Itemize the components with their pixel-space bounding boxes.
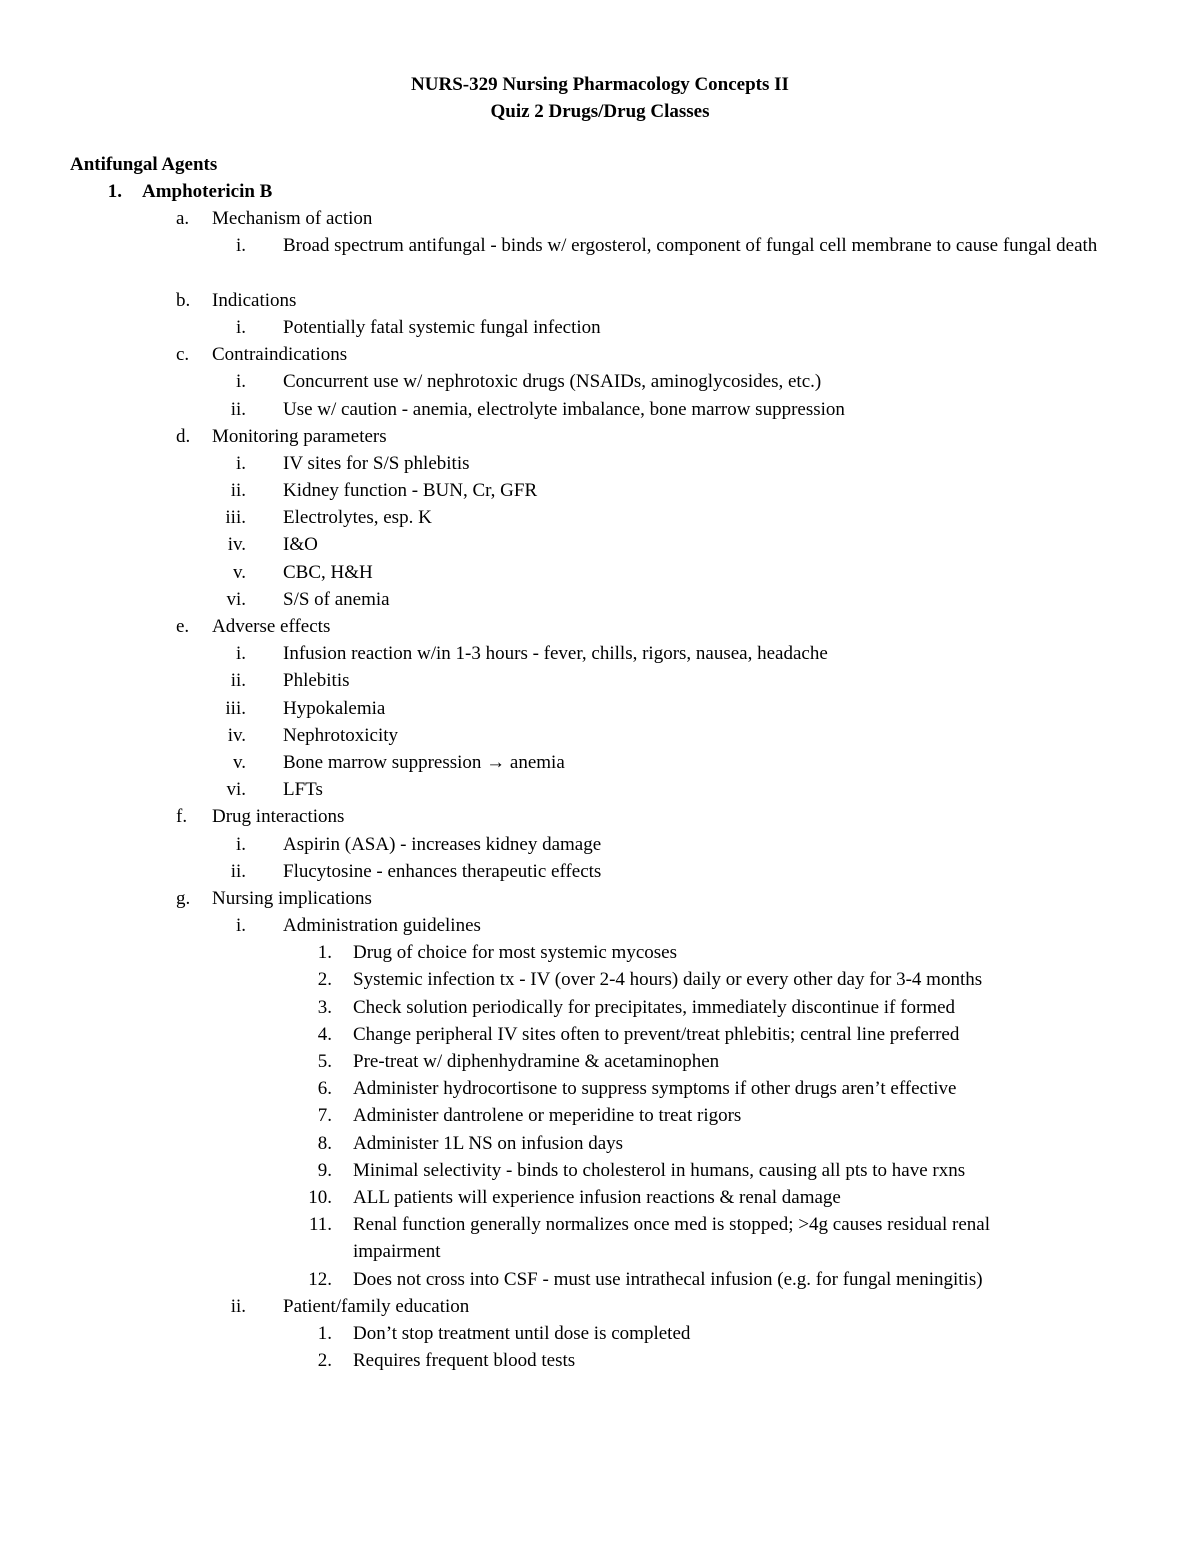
list-item-text: I&O [283,534,318,556]
list-marker: g. [176,887,191,909]
list-item-text: LFTs [283,779,323,801]
outline-item-level-4 [0,1184,1200,1211]
list-marker: i. [235,452,246,474]
outline-item-level-2 [0,341,1200,368]
list-marker: vi. [226,779,246,801]
list-marker: i. [235,371,246,393]
list-marker: iv. [227,534,246,556]
list-marker: e. [176,616,190,638]
list-marker: 8. [317,1132,332,1154]
list-marker: vi. [226,588,246,610]
list-marker: 2. [317,1350,332,1372]
list-item-text: Adverse effects [212,616,331,638]
list-item-text: Patient/family education [283,1295,470,1317]
outline-item-level-3 [0,477,1200,504]
list-marker: i. [235,316,246,338]
list-marker: 1. [317,942,332,964]
outline-item-level-4 [0,1102,1200,1129]
outline-item-level-3 [0,667,1200,694]
outline-item-level-3 [0,776,1200,803]
list-marker: iii. [225,697,246,719]
outline-item-level-3 [0,586,1200,613]
list-marker: i. [235,833,246,855]
outline-item-level-4 [0,1130,1200,1157]
outline-item-level-3 [0,368,1200,395]
list-marker: 10. [308,1186,332,1208]
list-marker: 1. [317,1322,332,1344]
outline-item-level-4 [0,1211,1200,1265]
list-marker: 2. [317,969,332,991]
list-marker: i. [235,643,246,665]
list-marker: 3. [317,996,332,1018]
list-item-text: Does not cross into CSF - must use intrathecal infusion (e.g. for fungal meningitis) [353,1268,983,1290]
list-item-text: Flucytosine - enhances therapeutic effects [283,860,602,882]
list-item-text: Indications [212,289,297,311]
quiz-title: Quiz 2 Drugs/Drug Classes [490,101,710,122]
outline-item-level-2 [0,803,1200,830]
list-marker: d. [176,425,191,447]
list-item-text: Systemic infection tx - IV (over 2-4 hours) daily or every other day for 3-4 months [353,969,983,991]
list-marker: v. [232,751,246,773]
list-marker: ii. [230,860,246,882]
list-item-text: Drug of choice for most systemic mycoses [353,942,677,964]
list-item-text: Contraindications [212,344,348,366]
list-item-text: Nephrotoxicity [283,724,399,746]
list-item-text: Amphotericin B [142,181,273,202]
list-item-text: IV sites for S/S phlebitis [283,452,470,474]
outline-item-level-4 [0,1320,1200,1347]
list-item-text: Aspirin (ASA) - increases kidney damage [283,833,602,855]
outline-item-level-3 [0,1293,1200,1320]
list-marker: a. [176,208,190,230]
outline-item-level-4 [0,1021,1200,1048]
outline-item-level-3 [0,831,1200,858]
list-marker: 12. [308,1268,332,1290]
list-marker: 5. [317,1051,332,1073]
outline-item-level-3 [0,559,1200,586]
list-marker: ii. [230,398,246,420]
list-marker: ii. [230,480,246,502]
outline-item-level-3 [0,912,1200,939]
list-marker: c. [176,344,190,366]
list-marker: i. [235,915,246,937]
outline-item-level-4 [0,939,1200,966]
course-title: NURS-329 Nursing Pharmacology Concepts II [411,74,789,95]
outline-item-level-3 [0,450,1200,477]
outline-item-level-3 [0,314,1200,341]
list-marker: 9. [317,1159,332,1181]
list-marker: b. [176,289,191,311]
list-marker: iv. [227,724,246,746]
list-item-text: Monitoring parameters [212,425,387,447]
outline-item-level-3 [0,749,1200,776]
list-item-text: CBC, H&H [283,561,373,583]
outline-item-level-4 [0,1266,1200,1293]
outline-item-level-3 [0,640,1200,667]
list-item-text: Administer 1L NS on infusion days [353,1132,624,1154]
outline-item-level-4 [0,1157,1200,1184]
list-item-text: Minimal selectivity - binds to cholesterol in humans, causing all pts to have rxns [353,1159,966,1181]
list-marker: 7. [317,1105,332,1127]
list-item-text: Mechanism of action [212,208,373,230]
section-heading: Antifungal Agents [70,154,218,175]
outline-item-level-4 [0,1048,1200,1075]
outline-list [0,178,1200,1374]
outline-item-level-4 [0,994,1200,1021]
outline-item-level-3 [0,695,1200,722]
outline-item-level-2 [0,205,1200,232]
list-item-text: Use w/ caution - anemia, electrolyte imbalance, bone marrow suppression [283,398,845,420]
list-item-text: Administer hydrocortisone to suppress symptoms if other drugs aren’t effective [353,1078,957,1100]
list-item-text: Potentially fatal systemic fungal infection [283,316,601,338]
outline-item-level-1 [0,178,1200,205]
list-item-text: Hypokalemia [283,697,386,719]
list-marker: 11. [308,1214,332,1236]
list-item-text: Bone marrow suppression → anemia [283,751,565,773]
list-marker: i. [235,235,246,257]
list-item-text: Renal function generally normalizes once med is stopped; >4g causes residual renal impairment [353,1214,990,1263]
outline-item-level-3 [0,396,1200,423]
list-item-text: Check solution periodically for precipitates, immediately discontinue if formed [353,996,956,1018]
list-item-text: Don’t stop treatment until dose is completed [353,1322,691,1344]
outline-item-level-4 [0,966,1200,993]
list-marker: 6. [317,1078,332,1100]
list-item-text: Administer dantrolene or meperidine to treat rigors [353,1105,742,1127]
list-marker: 4. [317,1023,332,1045]
outline-item-level-3 [0,531,1200,558]
list-item-text: Pre-treat w/ diphenhydramine & acetaminophen [353,1051,720,1073]
list-item-text: Nursing implications [212,887,372,909]
list-item-text: ALL patients will experience infusion reactions & renal damage [353,1186,841,1208]
list-marker: iii. [225,507,246,529]
list-item-text: Change peripheral IV sites often to prevent/treat phlebitis; central line preferred [353,1023,960,1045]
list-item-text: Broad spectrum antifungal - binds w/ ergosterol, component of fungal cell membrane to cause fungal death [283,235,1098,257]
list-item-text: Infusion reaction w/in 1-3 hours - fever, chills, rigors, nausea, headache [283,643,828,665]
outline-item-level-4 [0,1347,1200,1374]
outline-item-level-2 [0,423,1200,450]
outline-item-level-3 [0,722,1200,749]
list-item-text: S/S of anemia [283,588,390,610]
outline-item-level-2 [0,885,1200,912]
list-item-text: Concurrent use w/ nephrotoxic drugs (NSAIDs, aminoglycosides, etc.) [283,371,822,393]
list-item-text: Drug interactions [212,806,345,828]
list-marker: ii. [230,1295,246,1317]
list-marker: f. [176,806,188,828]
list-marker: ii. [230,670,246,692]
list-item-text: Kidney function - BUN, Cr, GFR [283,480,538,502]
outline-item-level-2 [0,287,1200,314]
outline-item-level-2 [0,613,1200,640]
list-item-text: Electrolytes, esp. K [283,507,432,529]
list-marker: v. [232,561,246,583]
outline-item-level-3 [0,232,1200,286]
outline-item-level-4 [0,1075,1200,1102]
list-item-text: Phlebitis [283,670,350,692]
list-marker: 1. [107,181,122,202]
outline-item-level-3 [0,858,1200,885]
list-item-text: Administration guidelines [283,915,481,937]
list-item-text: Requires frequent blood tests [353,1350,576,1372]
outline-item-level-3 [0,504,1200,531]
